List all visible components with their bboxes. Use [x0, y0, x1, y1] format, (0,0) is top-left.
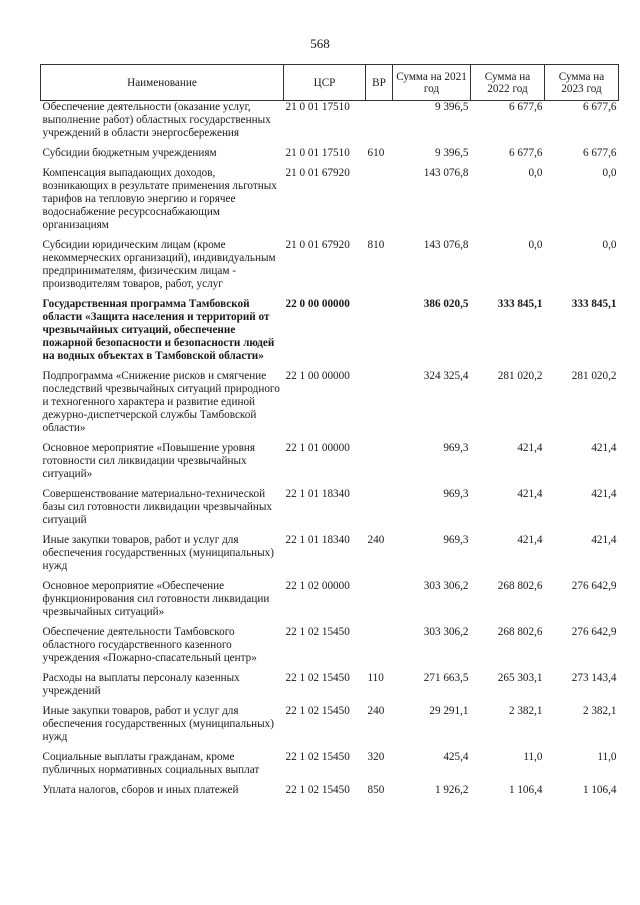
row-sum-2022: 11,0: [523, 751, 543, 763]
budget-table: [40, 64, 619, 804]
row-sum-2021: 969,3: [443, 442, 469, 454]
row-vr-code: [366, 488, 393, 534]
row-csr-code: 21 0 01 67920: [285, 239, 350, 251]
row-sum-2023: 1 106,4: [582, 784, 617, 796]
table-row: [41, 488, 619, 534]
header-csr: ЦСР: [284, 65, 366, 101]
row-vr-code: 320: [367, 751, 385, 763]
row-csr-code: 22 1 02 15450: [285, 751, 350, 763]
row-vr-code: [366, 580, 393, 626]
header-name: Наименование: [41, 65, 284, 101]
table-row: [41, 672, 619, 705]
row-sum-2022: 268 802,6: [497, 580, 543, 592]
row-vr-code: [366, 442, 393, 488]
row-name: Государственная программа Тамбовской области «Защита населения и территорий от чрезвычайных ситуаций, обеспечение пожарной безопасности и безопасности людей на водных объектах в Тамбовской области»: [42, 298, 275, 362]
row-sum-2022: 1 106,4: [508, 784, 543, 796]
row-sum-2021: 969,3: [443, 534, 469, 546]
row-sum-2021: 143 076,8: [423, 239, 469, 251]
page-number: 568: [310, 36, 330, 51]
row-sum-2022: 421,4: [517, 442, 543, 454]
row-sum-2021: 303 306,2: [423, 626, 469, 638]
row-csr-code: 22 1 01 18340: [285, 534, 350, 546]
row-vr-code: [366, 298, 393, 370]
row-vr-code: [366, 167, 393, 239]
row-name: Иные закупки товаров, работ и услуг для обеспечения государственных (муниципальных) нужд: [42, 534, 274, 572]
table-row: [41, 298, 619, 370]
table-row: [41, 751, 619, 784]
row-sum-2021: 271 663,5: [423, 672, 469, 684]
row-name: Совершенствование материально-технической базы сил готовности ликвидации чрезвычайных ситуаций: [42, 488, 273, 526]
row-name: Расходы на выплаты персоналу казенных учреждений: [42, 672, 240, 697]
row-name: Компенсация выпадающих доходов, возникающих в результате применения льготных тарифов на тепловую энергию и горячее водоснабжение ресурсоснабжающим организациям: [42, 167, 277, 231]
row-sum-2022: 265 303,1: [497, 672, 543, 684]
row-sum-2021: 386 020,5: [423, 298, 469, 310]
row-csr-code: 21 0 01 67920: [285, 167, 350, 179]
table-row: [41, 442, 619, 488]
row-csr-code: 22 0 00 00000: [285, 298, 350, 310]
table-row: [41, 147, 619, 167]
row-sum-2022: 281 020,2: [497, 370, 543, 382]
row-sum-2023: 11,0: [597, 751, 617, 763]
row-vr-code: 850: [367, 784, 385, 796]
header-2023: Сумма на 2023 год: [545, 65, 619, 101]
row-sum-2023: 6 677,6: [582, 147, 617, 159]
row-csr-code: 22 1 02 15450: [285, 626, 350, 638]
row-csr-code: 22 1 01 18340: [285, 488, 350, 500]
row-sum-2023: 421,4: [591, 534, 617, 546]
row-sum-2022: 6 677,6: [508, 101, 543, 113]
table-row: [41, 167, 619, 239]
row-name: Иные закупки товаров, работ и услуг для обеспечения государственных (муниципальных) нужд: [42, 705, 274, 743]
row-vr-code: [366, 101, 393, 148]
row-name: Субсидии бюджетным учреждениям: [42, 147, 217, 159]
row-sum-2022: 421,4: [517, 488, 543, 500]
row-sum-2023: 333 845,1: [571, 298, 617, 310]
row-name: Субсидии юридическим лицам (кроме некоммерческих организаций), индивидуальным предпринимателям, физическим лицам - производителям товаров, работ, услуг: [42, 239, 276, 290]
row-sum-2022: 6 677,6: [508, 147, 543, 159]
row-name: Основное мероприятие «Повышение уровня готовности сил ликвидации чрезвычайных ситуаций»: [42, 442, 256, 480]
header-2022: Сумма на 2022 год: [471, 65, 545, 101]
row-name: Социальные выплаты гражданам, кроме публичных нормативных социальных выплат: [42, 751, 260, 776]
row-csr-code: 22 1 02 15450: [285, 784, 350, 796]
table-row: [41, 101, 619, 148]
row-sum-2023: 276 642,9: [571, 626, 617, 638]
row-csr-code: 21 0 01 17510: [285, 147, 350, 159]
row-sum-2022: 0,0: [528, 239, 543, 251]
table-header: [41, 65, 619, 101]
row-csr-code: 21 0 01 17510: [285, 101, 350, 113]
row-sum-2022: 268 802,6: [497, 626, 543, 638]
row-sum-2021: 1 926,2: [434, 784, 469, 796]
row-sum-2021: 969,3: [443, 488, 469, 500]
table-row: [41, 626, 619, 672]
row-sum-2022: 333 845,1: [497, 298, 543, 310]
table-row: [41, 534, 619, 580]
table-row: [41, 370, 619, 442]
row-vr-code: 110: [367, 672, 384, 684]
row-sum-2023: 276 642,9: [571, 580, 617, 592]
table-body: [41, 101, 619, 805]
row-sum-2021: 425,4: [443, 751, 469, 763]
row-sum-2023: 2 382,1: [582, 705, 617, 717]
row-csr-code: 22 1 02 15450: [285, 672, 350, 684]
row-sum-2021: 9 396,5: [434, 101, 469, 113]
row-sum-2023: 0,0: [602, 239, 617, 251]
row-name: Уплата налогов, сборов и иных платежей: [42, 784, 239, 796]
row-name: Подпрограмма «Снижение рисков и смягчение последствий чрезвычайных ситуаций природного и техногенного характера и развитие единой дежурно-диспетчерской службы Тамбовской области»: [42, 370, 280, 434]
row-csr-code: 22 1 02 15450: [285, 705, 350, 717]
row-sum-2021: 9 396,5: [434, 147, 469, 159]
row-sum-2023: 273 143,4: [571, 672, 617, 684]
row-sum-2023: 281 020,2: [571, 370, 617, 382]
row-name: Обеспечение деятельности (оказание услуг, выполнение работ) областных государственных учреждений в области энергосбережения: [42, 101, 271, 139]
row-vr-code: 610: [367, 147, 385, 159]
row-sum-2022: 2 382,1: [508, 705, 543, 717]
header-2021: Сумма на 2021 год: [393, 65, 471, 101]
row-sum-2021: 29 291,1: [429, 705, 469, 717]
row-csr-code: 22 1 02 00000: [285, 580, 350, 592]
row-csr-code: 22 1 00 00000: [285, 370, 350, 382]
header-vr: ВР: [366, 65, 393, 101]
row-sum-2021: 143 076,8: [423, 167, 469, 179]
row-vr-code: [366, 626, 393, 672]
table-row: [41, 239, 619, 298]
row-sum-2023: 0,0: [602, 167, 617, 179]
row-sum-2021: 324 325,4: [423, 370, 469, 382]
row-vr-code: [366, 370, 393, 442]
table-row: [41, 580, 619, 626]
row-vr-code: 810: [367, 239, 385, 251]
row-sum-2022: 421,4: [517, 534, 543, 546]
row-sum-2023: 6 677,6: [582, 101, 617, 113]
row-sum-2023: 421,4: [591, 488, 617, 500]
row-name: Обеспечение деятельности Тамбовского областного государственного казенного учреждения «Пожарно-спасательный центр»: [42, 626, 257, 664]
row-vr-code: 240: [367, 705, 385, 717]
table-row: [41, 705, 619, 751]
table-row: [41, 784, 619, 804]
row-sum-2022: 0,0: [528, 167, 543, 179]
row-sum-2021: 303 306,2: [423, 580, 469, 592]
row-sum-2023: 421,4: [591, 442, 617, 454]
row-name: Основное мероприятие «Обеспечение функционирования сил готовности ликвидации чрезвычайных ситуаций»: [42, 580, 270, 618]
row-csr-code: 22 1 01 00000: [285, 442, 350, 454]
row-vr-code: 240: [367, 534, 385, 546]
